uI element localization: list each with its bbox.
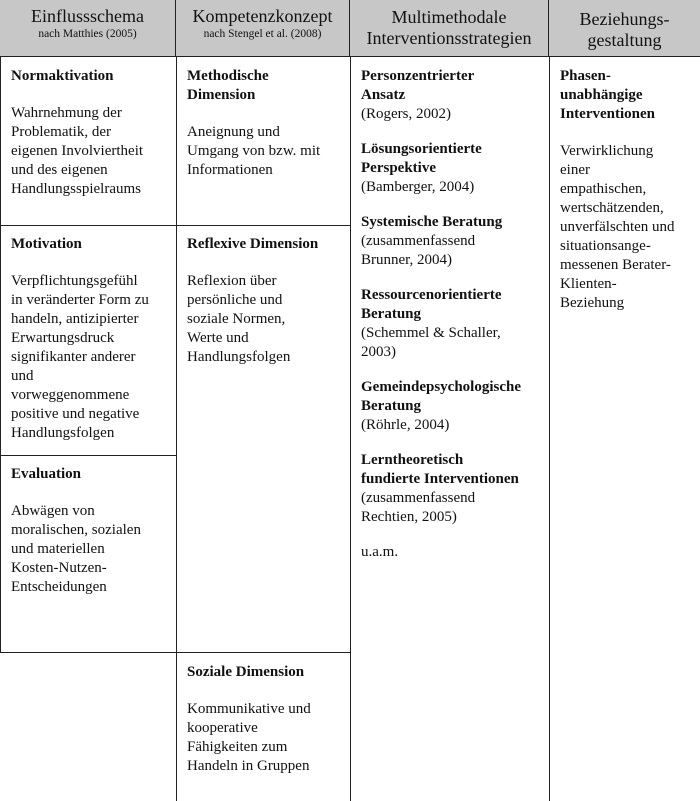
header-einflussschema bbox=[0, 0, 176, 56]
strategy-title-line: Personzentrierter bbox=[361, 68, 475, 84]
column-interventionsstrategien bbox=[350, 56, 550, 801]
cell-body-line: Umgang von bzw. mit bbox=[187, 143, 321, 159]
cell-body-line: Handlungsfolgen bbox=[187, 349, 291, 365]
cell-title: Evaluation bbox=[11, 466, 82, 482]
strategy-title-line: fundierte Interventionen bbox=[361, 471, 519, 487]
strategies-list bbox=[351, 57, 549, 562]
cell-body-line: Handlungsspielraums bbox=[11, 181, 141, 197]
cell-body-line: situationsange- bbox=[560, 238, 651, 254]
column-kompetenzkonzept-lower bbox=[176, 652, 351, 801]
cell-body-line: handeln, antizipierter bbox=[11, 311, 139, 327]
cell-body-line: Handeln in Gruppen bbox=[187, 758, 310, 774]
header-title: Einflussschema bbox=[31, 6, 144, 26]
strategy-title-line: Beratung bbox=[361, 306, 421, 322]
cell-body-line: Fähigkeiten zum bbox=[187, 739, 288, 755]
cell-title-line: Dimension bbox=[187, 87, 256, 103]
strategy-reference-line: Rechtien, 2005) bbox=[361, 509, 457, 525]
strategy-title-line: Lösungsorientierte bbox=[361, 141, 482, 157]
header-subtitle: nach Stengel et al. (2008) bbox=[203, 28, 322, 40]
strategy-title-line: Perspektive bbox=[361, 160, 436, 176]
strategy-entry bbox=[361, 286, 541, 362]
cell-soziale-dimension bbox=[177, 653, 350, 776]
cell-body-line: Entscheidungen bbox=[11, 579, 107, 595]
cell-title-line: unabhängige bbox=[560, 87, 643, 103]
header-interventionsstrategien bbox=[350, 0, 549, 56]
cell-body-line: Problematik, der bbox=[11, 124, 111, 140]
strategy-reference-line: (Röhrle, 2004) bbox=[361, 417, 450, 433]
strategy-entry bbox=[361, 451, 541, 527]
cell-body-line: Beziehung bbox=[560, 295, 625, 311]
strategy-reference-line: (Bamberger, 2004) bbox=[361, 179, 475, 195]
cell-body-line: persönliche und bbox=[187, 292, 283, 308]
cell-body-line: Informationen bbox=[187, 162, 273, 178]
header-title-line: Beziehungs- bbox=[579, 9, 670, 29]
strategy-title-line: Gemeindepsychologische bbox=[361, 379, 521, 395]
cell-motivation bbox=[1, 225, 176, 443]
cell-body-line: moralischen, sozialen bbox=[11, 522, 141, 538]
cell-body-line: Wahrnehmung der bbox=[11, 105, 122, 121]
cell-body-line: positive und negative bbox=[11, 406, 140, 422]
cell-body-line: kooperative bbox=[187, 720, 258, 736]
strategy-reference-line: (Schemmel & Schaller, bbox=[361, 325, 501, 341]
cell-body-line: Klienten- bbox=[560, 276, 617, 292]
cell-body-line: und materiellen bbox=[11, 541, 105, 557]
strategy-entry bbox=[361, 67, 541, 124]
cell-body-line: signifikanter anderer bbox=[11, 349, 136, 365]
cell-evaluation bbox=[1, 455, 176, 597]
cell-title-line: Reflexive Dimension bbox=[187, 236, 319, 252]
cell-body-line: Erwartungsdruck bbox=[11, 330, 115, 346]
strategy-entry bbox=[361, 213, 541, 270]
strategy-title-line: Ressourcenorientierte bbox=[361, 287, 502, 303]
strategy-reference-line: (zusammenfassend bbox=[361, 490, 476, 506]
cell-normaktivation bbox=[1, 57, 176, 199]
cell-body-line: Aneignung und bbox=[187, 124, 280, 140]
cell-body-line: Werte und bbox=[187, 330, 249, 346]
cell-body-line: Verpflichtungsgefühl bbox=[11, 273, 138, 289]
cell-body-line: Reflexion über bbox=[187, 273, 277, 289]
header-beziehungsgestaltung bbox=[549, 0, 700, 56]
header-subtitle: nach Matthies (2005) bbox=[38, 28, 137, 40]
cell-body-line: Kommunikative und bbox=[187, 701, 311, 717]
column-kompetenzkonzept bbox=[176, 56, 351, 653]
cell-body-line: Verwirklichung bbox=[560, 143, 654, 159]
cell-title: Motivation bbox=[11, 236, 82, 252]
strategy-title-line: Systemische Beratung bbox=[361, 214, 503, 230]
strategy-reference-line: (zusammenfassend bbox=[361, 233, 476, 249]
column-einflussschema bbox=[0, 56, 177, 653]
strategy-entry bbox=[361, 378, 541, 435]
cell-body-line: Handlungsfolgen bbox=[11, 425, 115, 441]
cell-body-line: wertschätzenden, bbox=[560, 200, 664, 216]
header-title: Kompetenzkonzept bbox=[192, 6, 333, 26]
cell-methodische-dimension bbox=[177, 57, 350, 180]
cell-title-line: Soziale Dimension bbox=[187, 664, 305, 680]
strategy-title-line: Beratung bbox=[361, 398, 421, 414]
cell-body-line: vorweggenommene bbox=[11, 387, 130, 403]
strategy-reference-line: Brunner, 2004) bbox=[361, 252, 453, 268]
cell-title-line: Methodische bbox=[187, 68, 269, 84]
cell-title-line: Interventionen bbox=[560, 106, 655, 122]
cell-body-line: in veränderter Form zu bbox=[11, 292, 149, 308]
cell-body-line: empathischen, bbox=[560, 181, 647, 197]
strategy-entry bbox=[361, 140, 541, 197]
cell-phasenunabhaengige-interventionen bbox=[550, 57, 700, 313]
header-title-line: Interventionsstrategien bbox=[366, 28, 532, 48]
strategy-reference-line: 2003) bbox=[361, 344, 396, 360]
strategy-reference-line: (Rogers, 2002) bbox=[361, 106, 451, 122]
cell-body-line: und des eigenen bbox=[11, 162, 108, 178]
strategy-title-line: Ansatz bbox=[361, 87, 406, 103]
column-beziehungsgestaltung bbox=[549, 56, 700, 801]
header-title-line: gestaltung bbox=[587, 30, 662, 50]
cell-body-line: eigenen Involviertheit bbox=[11, 143, 144, 159]
cell-body-line: soziale Normen, bbox=[187, 311, 286, 327]
cell-reflexive-dimension bbox=[177, 225, 350, 367]
strategy-title-line: Lerntheoretisch bbox=[361, 452, 464, 468]
cell-body-line: und bbox=[11, 368, 34, 384]
cell-title: Normaktivation bbox=[11, 68, 114, 84]
cell-body-line: Abwägen von bbox=[11, 503, 95, 519]
strategy-closing: u.a.m. bbox=[361, 544, 399, 560]
header-kompetenzkonzept bbox=[176, 0, 350, 56]
cell-body-line: unverfälschten und bbox=[560, 219, 675, 235]
cell-body-line: Kosten-Nutzen- bbox=[11, 560, 107, 576]
cell-title-line: Phasen- bbox=[560, 68, 611, 84]
cell-body-line: messenen Berater- bbox=[560, 257, 671, 273]
header-title-line: Multimethodale bbox=[391, 7, 507, 27]
cell-body-line: einer bbox=[560, 162, 590, 178]
